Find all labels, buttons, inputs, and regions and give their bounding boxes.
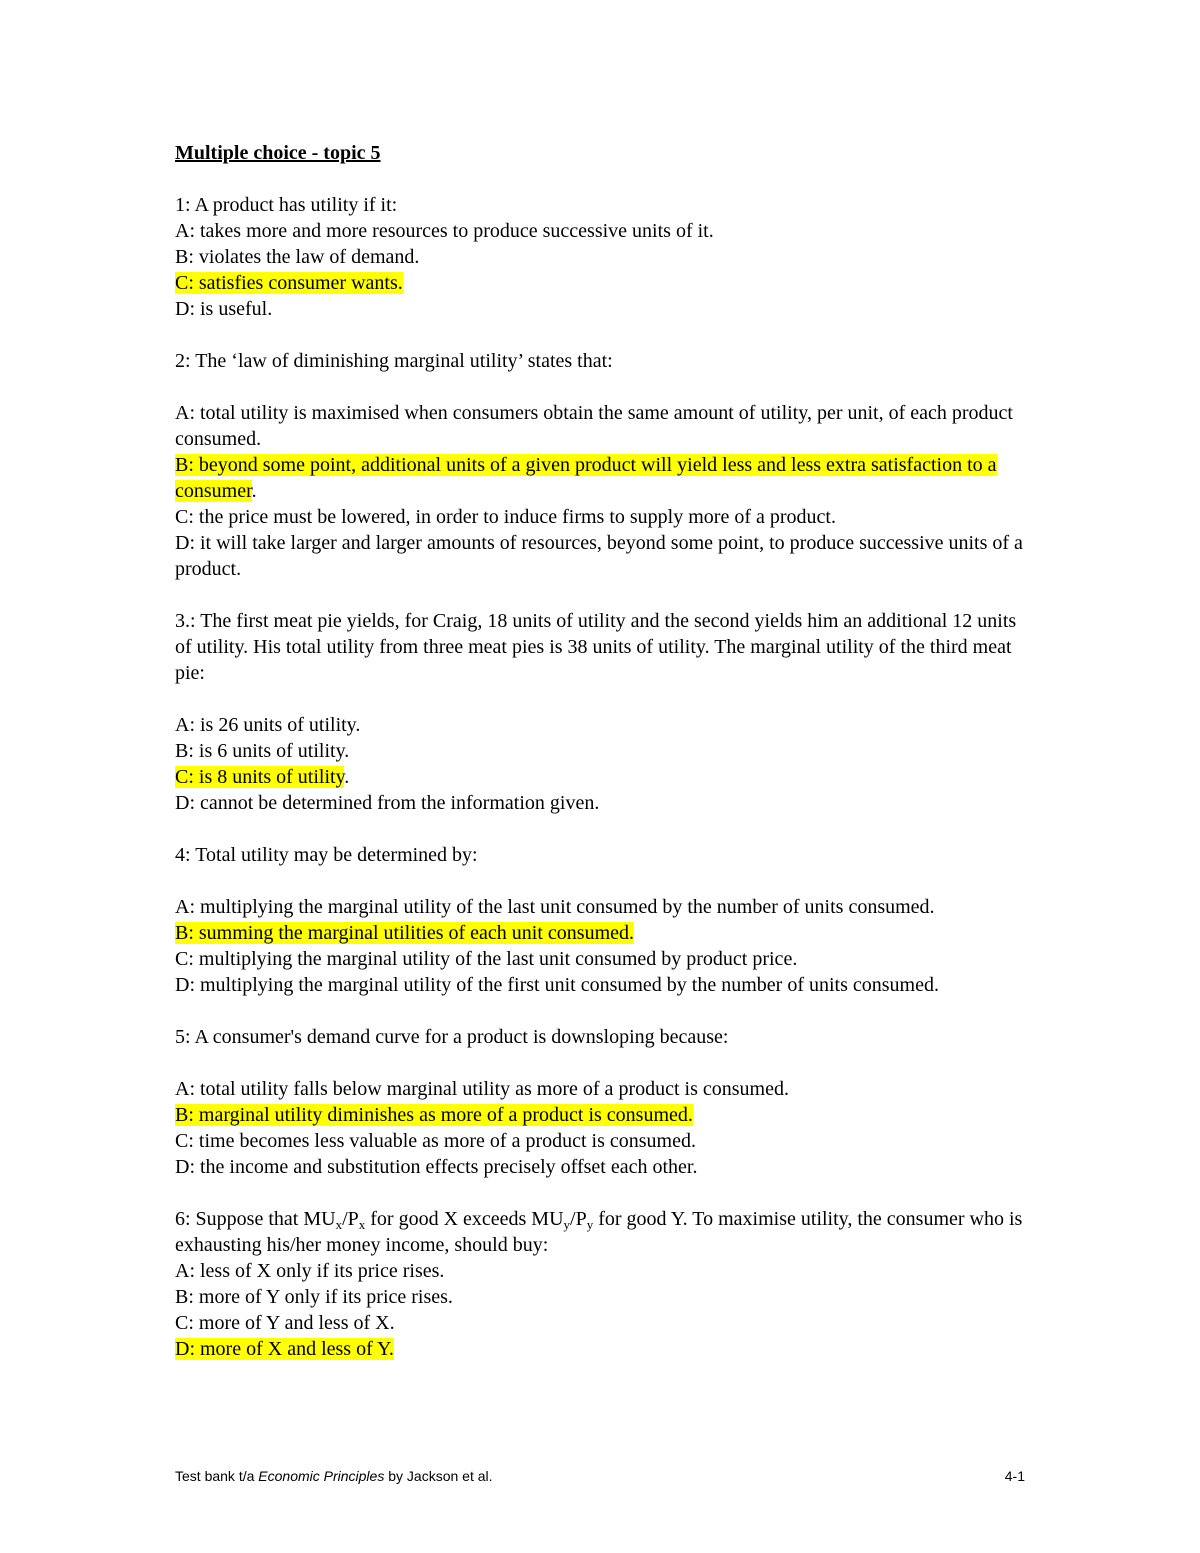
footer-book-title: Economic Principles <box>258 1468 385 1484</box>
q5-option-a: A: total utility falls below marginal utility as more of a product is consumed. <box>175 1078 789 1100</box>
q6-stem-part: for good Y. To maximise utility, the consumer who is exhausting his/her money income, should buy: <box>175 1208 1023 1256</box>
q6-stem-part: /P <box>342 1208 359 1230</box>
q3-option-c-tail: . <box>344 766 350 788</box>
q1-option-b: B: violates the law of demand. <box>175 246 420 268</box>
q6-subscript: y <box>563 1217 571 1232</box>
q5-option-c: C: time becomes less valuable as more of a product is consumed. <box>175 1130 696 1152</box>
q5-answer-highlight: B: marginal utility diminishes as more of a product is consumed. <box>175 1104 693 1126</box>
q3-answer-highlight: C: is 8 units of utility <box>175 766 345 788</box>
q2-option-c: C: the price must be lowered, in order to induce firms to supply more of a product. <box>175 506 836 528</box>
q1-option-d: D: is useful. <box>175 298 273 320</box>
q3-option-b: B: is 6 units of utility. <box>175 740 350 762</box>
q2-option-a: A: total utility is maximised when consumers obtain the same amount of utility, per unit, of each product consumed. <box>175 402 1013 450</box>
q3-stem: 3.: The first meat pie yields, for Craig, 18 units of utility and the second yields him an additional 12 units of utility. His total utility from three meat pies is 38 units of utility. The marginal utility of the third meat pie: <box>175 610 1017 684</box>
q2-option-b <box>175 452 1025 504</box>
q6-stem <box>175 1206 1025 1258</box>
q6-option-b: B: more of Y only if its price rises. <box>175 1286 453 1308</box>
document-body <box>175 140 1025 1362</box>
q1-answer-highlight: C: satisfies consumer wants. <box>175 272 403 294</box>
q1-option-c <box>175 270 1025 296</box>
q6-stem-part: for good X exceeds MU <box>365 1208 564 1230</box>
footer-suffix: by Jackson et al. <box>384 1468 493 1484</box>
q5-option-b <box>175 1102 1025 1128</box>
q4-option-a: A: multiplying the marginal utility of the last unit consumed by the number of units consumed. <box>175 896 935 918</box>
q4-option-c: C: multiplying the marginal utility of the last unit consumed by product price. <box>175 948 798 970</box>
q2-stem: 2: The ‘law of diminishing marginal utility’ states that: <box>175 350 613 372</box>
q4-answer-highlight: B: summing the marginal utilities of each unit consumed. <box>175 922 635 944</box>
q4-option-d: D: multiplying the marginal utility of the first unit consumed by the number of units consumed. <box>175 974 939 996</box>
q6-stem-part: 6: Suppose that MU <box>175 1208 336 1230</box>
q6-stem-part: /P <box>570 1208 587 1230</box>
q1-option-a: A: takes more and more resources to produce successive units of it. <box>175 220 714 242</box>
q6-subscript: x <box>358 1217 366 1232</box>
q3-option-c <box>175 764 1025 790</box>
q6-option-c: C: more of Y and less of X. <box>175 1312 395 1334</box>
q5-option-d: D: the income and substitution effects precisely offset each other. <box>175 1156 698 1178</box>
q3-option-d: D: cannot be determined from the information given. <box>175 792 600 814</box>
q2-option-d: D: it will take larger and larger amounts of resources, beyond some point, to produce successive units of a product. <box>175 532 1023 580</box>
q4-stem: 4: Total utility may be determined by: <box>175 844 478 866</box>
q3-option-a: A: is 26 units of utility. <box>175 714 361 736</box>
footer-prefix: Test bank t/a <box>175 1468 259 1484</box>
q6-option-d <box>175 1336 1025 1362</box>
q2-answer-highlight: B: beyond some point, additional units of a given product will yield less and less extra satisfaction to a consumer <box>175 454 997 502</box>
q5-stem: 5: A consumer's demand curve for a product is downsloping because: <box>175 1026 729 1048</box>
q6-answer-highlight: D: more of X and less of Y. <box>175 1338 394 1360</box>
q6-subscript: x <box>335 1217 343 1232</box>
q2-option-b-tail: . <box>251 480 257 502</box>
page-number: 4-1 <box>1004 1468 1025 1484</box>
q4-option-b <box>175 920 1025 946</box>
q1-stem: 1: A product has utility if it: <box>175 194 398 216</box>
page-title: Multiple choice - topic 5 <box>175 142 381 164</box>
q6-subscript: y <box>586 1217 594 1232</box>
q6-option-a: A: less of X only if its price rises. <box>175 1260 445 1282</box>
footer-source <box>175 1467 493 1485</box>
